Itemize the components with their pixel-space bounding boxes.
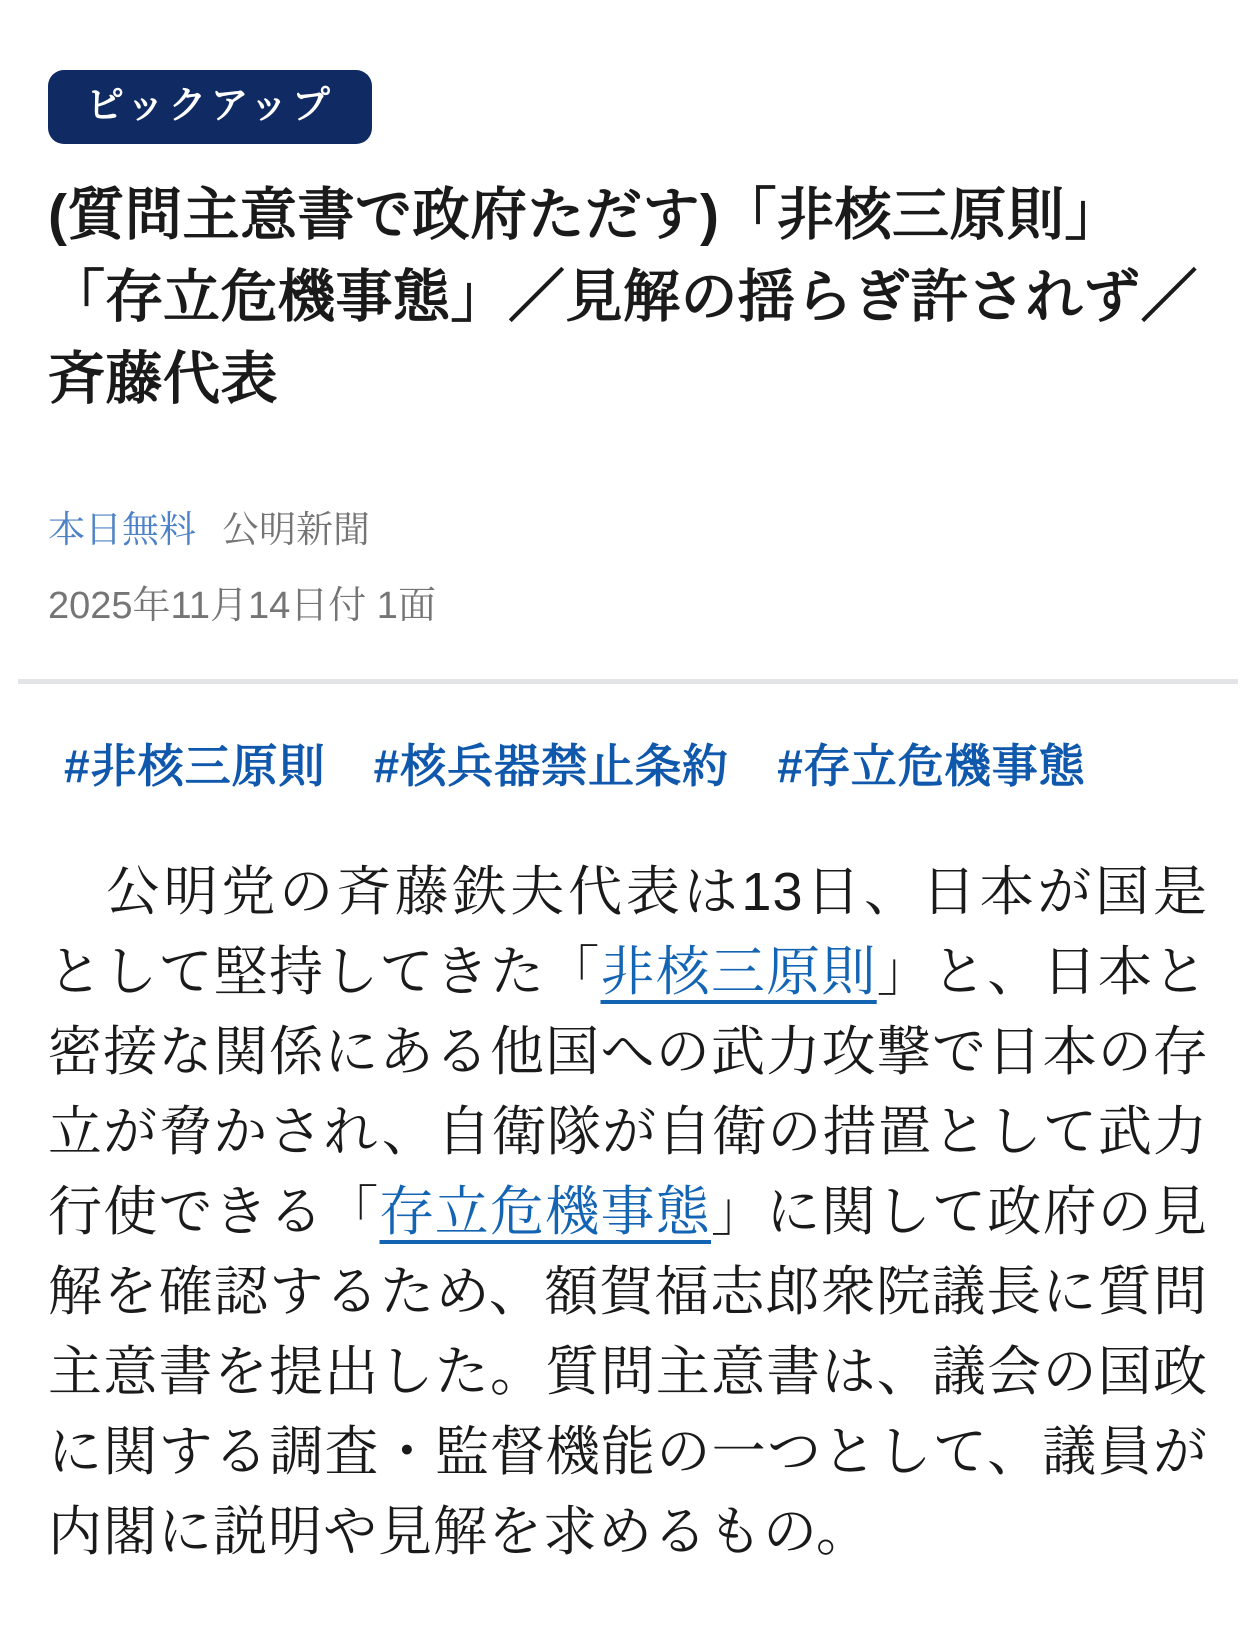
body-text-run: 」と、日本と密接な関係にある他国への武力攻撃で日本の存立が脅かされ、自衛隊が自衛の措置として武力行使できる「 (48, 942, 1208, 1243)
article-paragraph (48, 852, 1208, 1572)
inline-article-link[interactable]: 存立危機事態 (379, 1182, 711, 1243)
hashtag-link[interactable]: #核兵器禁止条約 (373, 740, 730, 793)
body-text-run: 公明党の斉藤鉄夫代表は13日、日本が国是として堅持してきた「 (48, 862, 1208, 1003)
free-today-link[interactable]: 本日無料 (48, 509, 196, 550)
body-text-run: 」に関して政府の見解を確認するため、額賀福志郎衆院議長に質問主意書を提出した。質問主意書は、議会の国政に関する調査・監督機能の一つとして、議員が内閣に説明や見解を求めるもの。 (48, 1182, 1208, 1563)
publication-date: 2025年11月14日付 1面 (48, 585, 436, 628)
hashtag-link[interactable]: #非核三原則 (64, 740, 326, 793)
hashtag-row (64, 730, 1208, 796)
section-divider (18, 679, 1238, 684)
source-name: 公明新聞 (222, 509, 370, 550)
pickup-badge: ピックアップ (48, 70, 372, 144)
inline-article-link[interactable]: 非核三原則 (600, 942, 877, 1003)
article-meta-row (48, 508, 1208, 552)
article-headline: (質問主意書で政府ただす)「非核三原則」「存立危機事態」／見解の揺らぎ許されず／斉藤代表 (48, 183, 1198, 411)
hashtag-link[interactable]: #存立危機事態 (777, 740, 1086, 793)
